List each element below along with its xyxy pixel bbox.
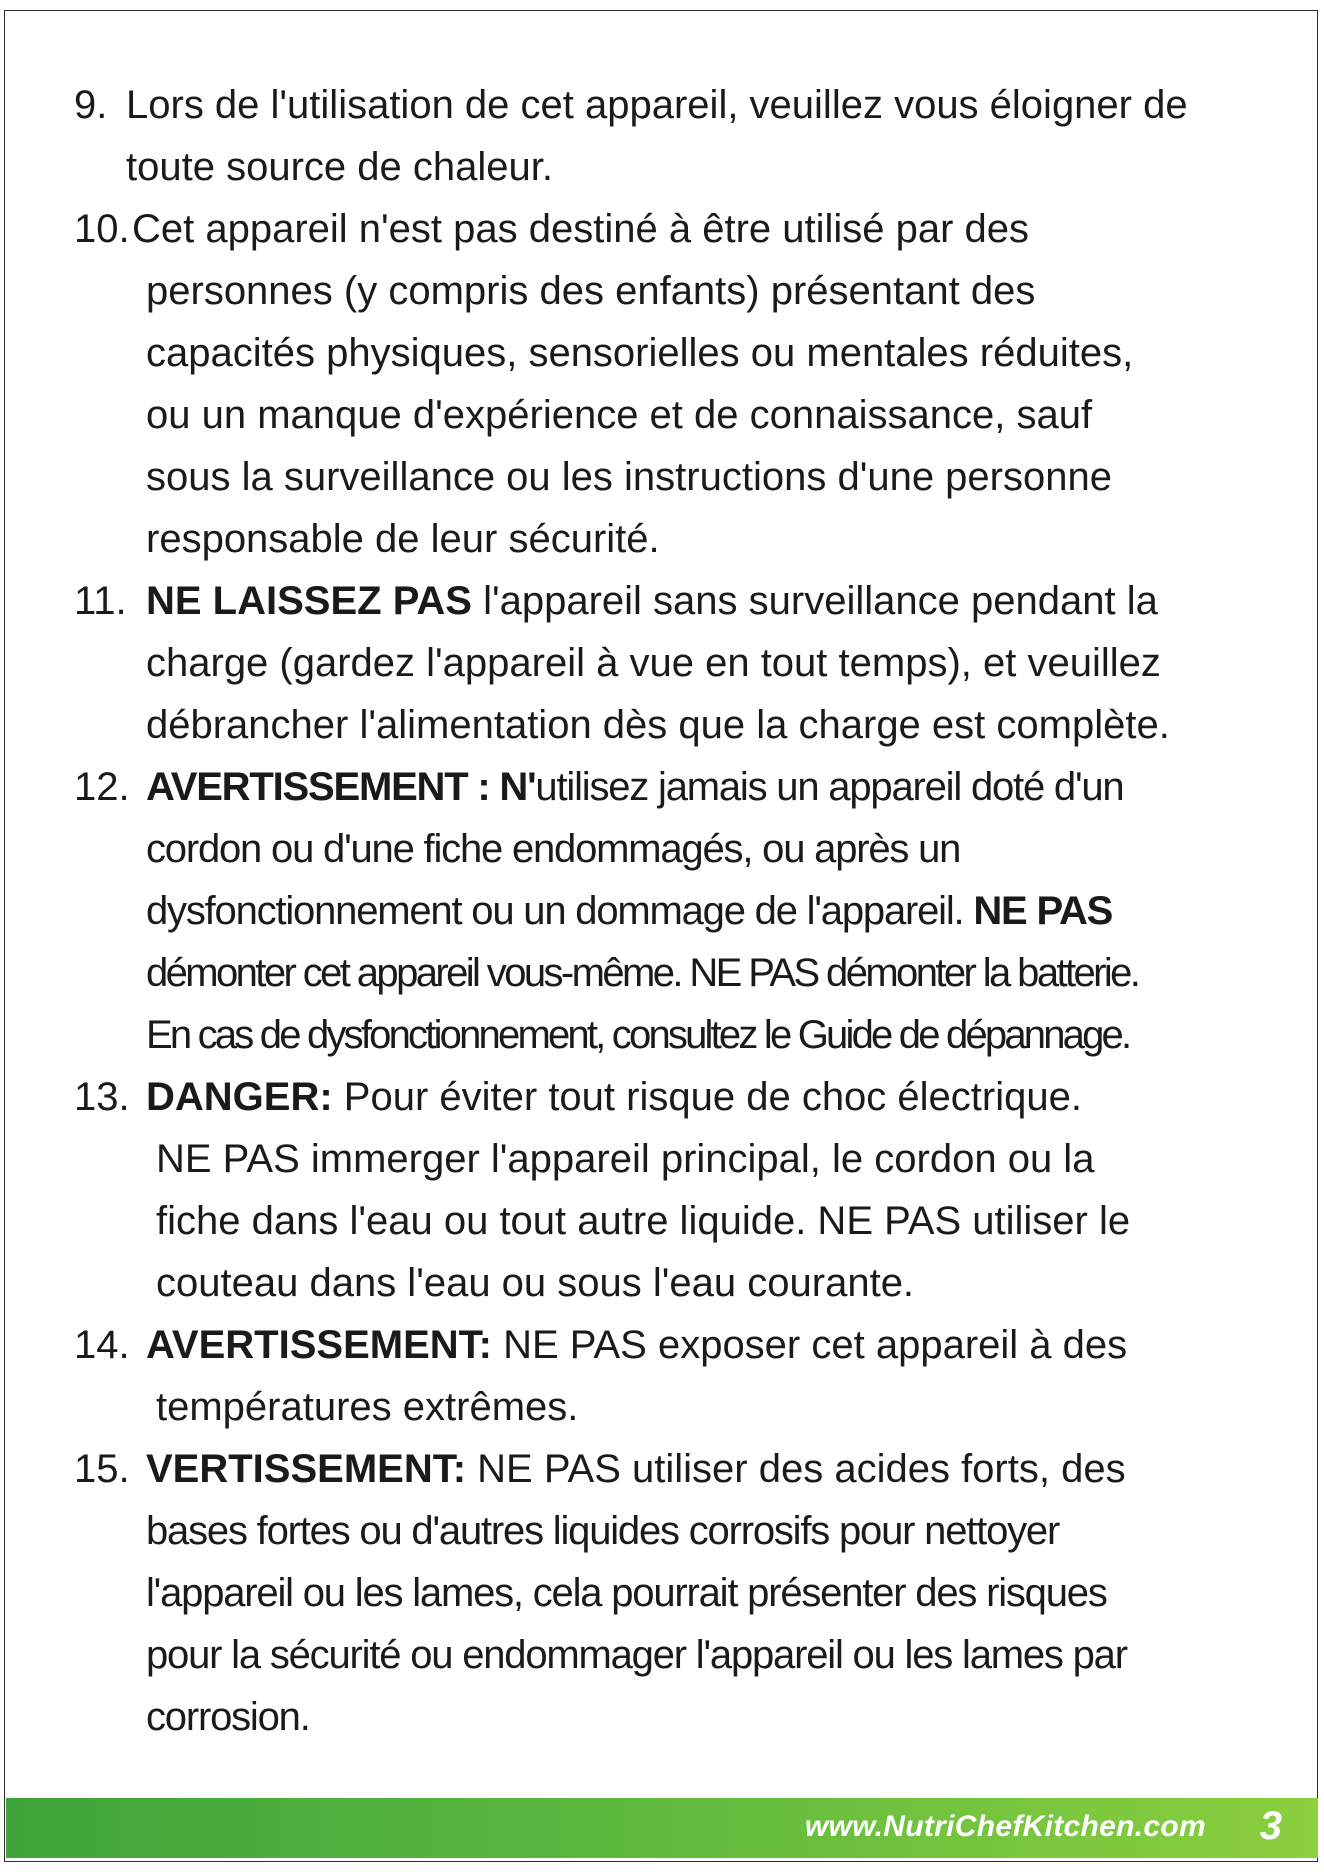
- item-text: [74, 1066, 1254, 1314]
- bold-warning: VERTISSEMENT:: [146, 1447, 467, 1491]
- item-number: 14.: [74, 1323, 130, 1367]
- item-line: températures extrêmes.: [156, 1385, 579, 1429]
- bold-warning: AVERTISSEMENT : N': [146, 765, 536, 809]
- item-line: fiche dans l'eau ou tout autre liquide. NE PAS utiliser le: [156, 1199, 1131, 1243]
- item-number: 13.: [74, 1075, 130, 1119]
- item-line-rest: NE PAS utiliser des acides forts, des: [466, 1447, 1126, 1491]
- item-text: [74, 198, 1254, 570]
- item-line: l'appareil ou les lames, cela pourrait présenter des risques: [146, 1571, 1107, 1615]
- item-line: toute source de chaleur.: [126, 145, 553, 189]
- instruction-item-14: [74, 1314, 1254, 1438]
- item-line: corrosion.: [146, 1695, 310, 1739]
- item-line: NE PAS immerger l'appareil principal, le cordon ou la: [156, 1137, 1095, 1181]
- item-number: 10.: [74, 207, 130, 251]
- item-line: débrancher l'alimentation dès que la charge est complète.: [146, 703, 1170, 747]
- item-number: 9.: [74, 83, 108, 127]
- item-line-rest: utilisez jamais un appareil doté d'un: [535, 765, 1124, 809]
- item-line: personnes (y compris des enfants) présentant des: [146, 269, 1036, 313]
- item-line: [146, 1314, 1254, 1376]
- item-line: charge (gardez l'appareil à vue en tout temps), et veuillez: [146, 641, 1161, 685]
- instruction-item-11: [74, 570, 1254, 756]
- item-line: capacités physiques, sensorielles ou mentales réduites,: [146, 331, 1134, 375]
- item-text: [74, 1314, 1254, 1438]
- item-line: sous la surveillance ou les instructions d'une personne: [146, 455, 1112, 499]
- website-url: www.NutriChefKitchen.com: [804, 1810, 1206, 1843]
- footer-bar: [6, 1798, 1318, 1858]
- item-line: En cas de dysfonctionnement, consultez le Guide de dépannage.: [146, 1013, 1130, 1057]
- item-number: 12.: [74, 765, 130, 809]
- bold-warning: DANGER:: [146, 1075, 333, 1119]
- item-text: [74, 1438, 1254, 1748]
- item-number: 15.: [74, 1447, 130, 1491]
- item-text: [74, 74, 1254, 198]
- item-line: [146, 756, 1254, 818]
- item-line: [146, 880, 1254, 942]
- item-line: démonter cet appareil vous-même. NE PAS démonter la batterie.: [146, 951, 1139, 995]
- item-line: pour la sécurité ou endommager l'appareil ou les lames par: [146, 1633, 1127, 1677]
- item-number: 11.: [74, 579, 127, 623]
- bold-warning: AVERTISSEMENT:: [146, 1323, 492, 1367]
- item-line: [146, 1438, 1254, 1500]
- item-line: Lors de l'utilisation de cet appareil, veuillez vous éloigner de: [126, 83, 1188, 127]
- item-line-rest: l'appareil sans surveillance pendant la: [471, 579, 1158, 623]
- item-line: bases fortes ou d'autres liquides corrosifs pour nettoyer: [146, 1509, 1060, 1553]
- page-number: 3: [1259, 1804, 1282, 1848]
- item-text: [74, 756, 1254, 1066]
- bold-inline-warning: NE PAS: [973, 889, 1113, 933]
- item-line: couteau dans l'eau ou sous l'eau courante.: [156, 1261, 915, 1305]
- instruction-item-10: [74, 198, 1254, 570]
- item-line-rest: Pour éviter tout risque de choc électrique.: [332, 1075, 1082, 1119]
- item-line: ou un manque d'expérience et de connaissance, sauf: [146, 393, 1093, 437]
- item-line-rest: NE PAS exposer cet appareil à des: [491, 1323, 1128, 1367]
- instruction-item-12: [74, 756, 1254, 1066]
- bold-warning: NE LAISSEZ PAS: [146, 579, 472, 623]
- item-line: cordon ou d'une fiche endommagés, ou après un: [146, 827, 961, 871]
- item-line: responsable de leur sécurité.: [146, 517, 660, 561]
- item-line-rest: dysfonctionnement ou un dommage de l'appareil.: [146, 889, 974, 933]
- instruction-item-15: [74, 1438, 1254, 1748]
- item-line: [146, 570, 1254, 632]
- instruction-item-9: [74, 74, 1254, 198]
- safety-instructions-list: [74, 74, 1254, 1748]
- item-line: Cet appareil n'est pas destiné à être utilisé par des: [132, 207, 1030, 251]
- item-line: [146, 1066, 1254, 1128]
- instruction-item-13: [74, 1066, 1254, 1314]
- item-text: [74, 570, 1254, 756]
